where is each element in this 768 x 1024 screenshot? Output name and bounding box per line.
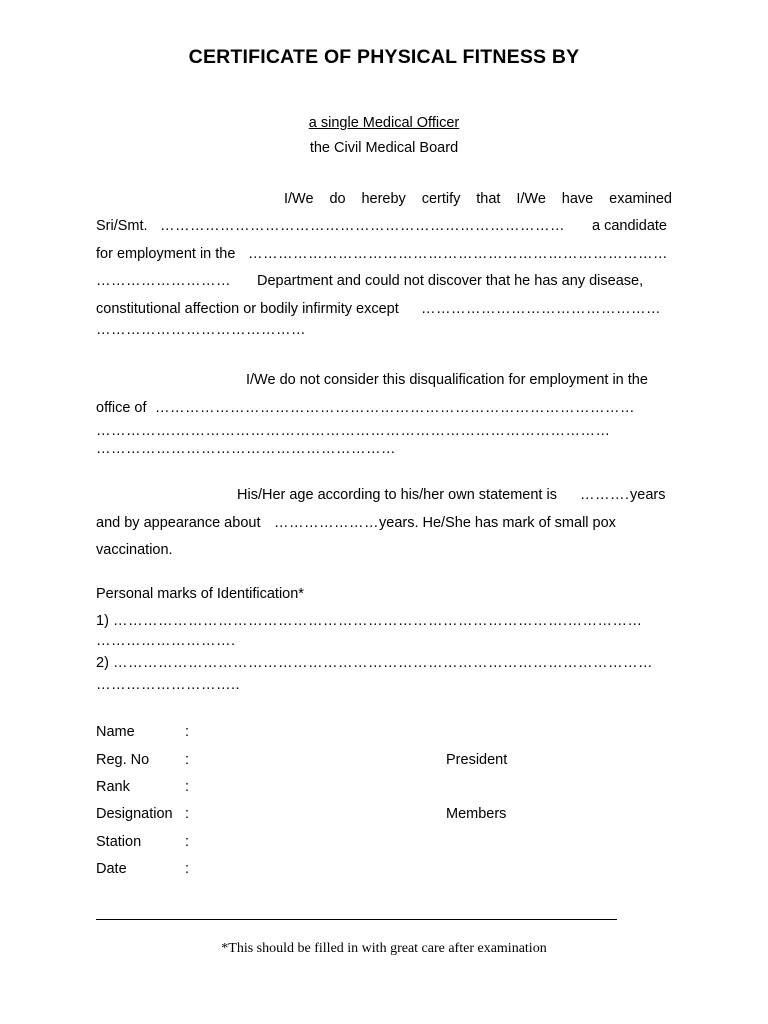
mark-1-label: 1) [96, 613, 109, 629]
years-text: years [630, 487, 666, 503]
rank-label: Rank [96, 779, 130, 795]
office-blank: …………………………………………………………………………………… [155, 400, 635, 416]
para1-word: certify [421, 191, 461, 207]
identification-heading: Personal marks of Identification* [96, 586, 304, 602]
name-label: Name [96, 724, 135, 740]
footnote-divider [96, 919, 617, 920]
department-blank-cont: ……………………… [96, 273, 231, 289]
members-label: Members [446, 806, 507, 822]
option-civil-medical-board: the Civil Medical Board [309, 140, 459, 156]
station-label: Station [96, 834, 142, 850]
para1-word: examined [609, 191, 672, 207]
mark-2-label: 2) [96, 655, 109, 671]
department-blank: ………………………………………………………………………… [248, 246, 668, 262]
designation-label: Designation [96, 806, 173, 822]
disqualification-text: I/We do not consider this disqualification for employment in the [246, 372, 648, 388]
mark-1-blank-cont: ………………………. [96, 633, 236, 649]
para1-word: I/We [516, 191, 546, 207]
vaccination-text: vaccination. [96, 542, 173, 558]
appearance-label: and by appearance about [96, 515, 261, 531]
date-label: Date [96, 861, 127, 877]
office-blank-cont1: …………….…………………………………………………………………………… [96, 423, 611, 439]
para1-word: I/We [284, 191, 314, 207]
para1-word: have [561, 191, 594, 207]
department-text: Department and could not discover that he has any disease, [257, 273, 644, 289]
office-of-label: office of [96, 400, 147, 416]
mark-2-blank: ……………………………………………………………………………………………… [113, 655, 653, 671]
mark-2-blank-cont: ……………………….. [96, 677, 241, 693]
designation-colon: : [185, 806, 190, 822]
mark-1-blank: ……………………………………………………………………………….…………… [113, 613, 643, 629]
option-single-medical-officer: a single Medical Officer [308, 115, 460, 131]
office-blank-cont2: …………………………………………………… [96, 441, 396, 457]
station-colon: : [185, 834, 190, 850]
infirmity-blank: ………………………………………… [421, 301, 661, 317]
para1-word: do [329, 191, 346, 207]
para1-line1 [284, 191, 672, 207]
appearance-age-blank: ………………… [274, 515, 379, 531]
name-colon: : [185, 724, 190, 740]
certificate-title: CERTIFICATE OF PHYSICAL FITNESS BY [188, 46, 580, 68]
reg-no-colon: : [185, 752, 190, 768]
infirmity-label: constitutional affection or bodily infirmity except [96, 301, 399, 317]
age-blank: ………. [580, 487, 630, 503]
age-statement-text: His/Her age according to his/her own statement is [237, 487, 557, 503]
date-colon: : [185, 861, 190, 877]
infirmity-blank-cont: …………………………………… [96, 322, 306, 338]
footnote: *This should be filled in with great care after examination [221, 941, 547, 956]
reg-no-label: Reg. No [96, 752, 150, 768]
president-label: President [446, 752, 508, 768]
rank-colon: : [185, 779, 190, 795]
para1-word: that [476, 191, 501, 207]
a-candidate-text: a candidate [592, 218, 667, 234]
smallpox-text: years. He/She has mark of small pox [379, 515, 616, 531]
employment-in-label: for employment in the [96, 246, 236, 262]
sri-smt-label: Sri/Smt. [96, 218, 148, 234]
para1-word: hereby [361, 191, 406, 207]
candidate-name-blank: ……………………………………………………………………… [160, 218, 565, 234]
